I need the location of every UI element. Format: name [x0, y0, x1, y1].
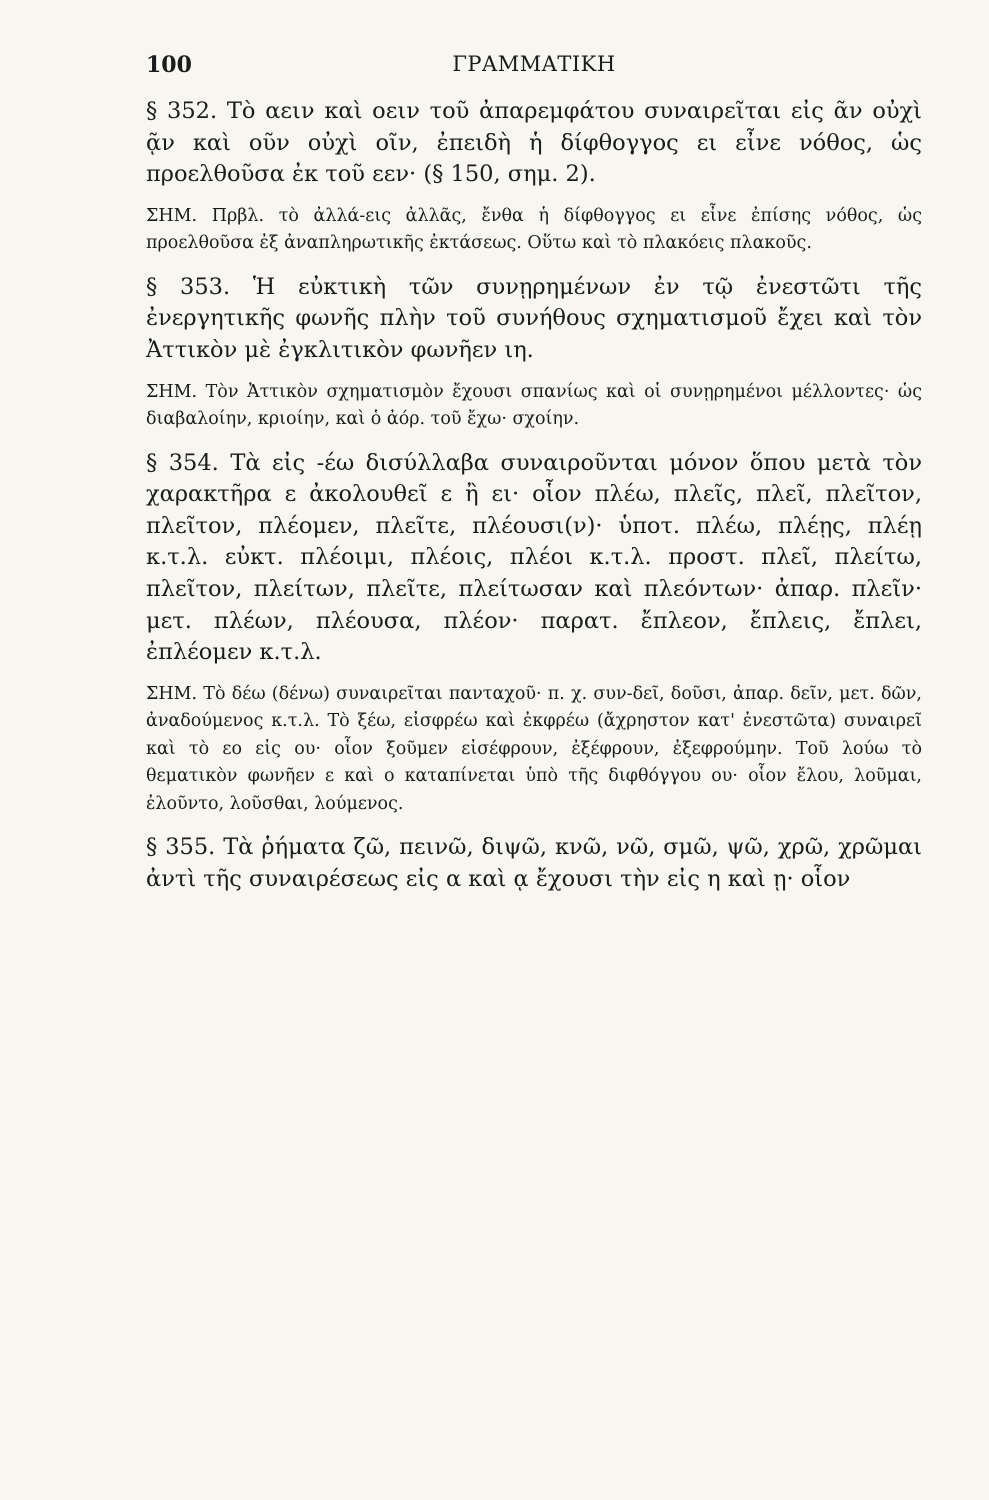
page-header	[146, 52, 922, 86]
note-352: ΣΗΜ. Πρβλ. τὸ ἀλλά-εις ἀλλᾶς, ἔνθα ἡ δίφθογγος ει εἶνε ἐπίσης νόθος, ὡς προελθοῦσα ἐξ ἀναπληρωτικῆς ἐκτάσεως. Οὕτω καὶ τὸ πλακόεις πλακοῦς.	[146, 205, 922, 254]
running-title: ΓΡΑΜΜΑΤΙΚΗ	[452, 52, 616, 76]
section-354: § 354. Τὰ εἰς -έω δισύλλαβα συναιροῦνται μόνον ὅπου μετὰ τὸν χαρακτῆρα ε ἀκολουθεῖ ε ἢ ει· οἷον πλέω, πλεῖς, πλεῖ, πλεῖτον, πλεῖτον, πλέομεν, πλεῖτε, πλέουσι(ν)· ὑποτ. πλέω, πλέῃς, πλέῃ κ.τ.λ. εὐκτ. πλέοιμι, πλέοις, πλέοι κ.τ.λ. προστ. πλεῖ, πλείτω, πλεῖτον, πλείτων, πλεῖτε, πλείτωσαν καὶ πλεόντων· ἀπαρ. πλεῖν· μετ. πλέων, πλέουσα, πλέον· παρατ. ἔπλεον, ἔπλεις, ἔπλει, ἐπλέομεν κ.τ.λ.	[146, 449, 922, 666]
body-text	[146, 96, 922, 907]
note-353: ΣΗΜ. Τὸν Ἀττικὸν σχηματισμὸν ἔχουσι σπανίως καὶ οἱ συνῃρημένοι μέλλοντες· ὡς διαβαλοίην, κριοίην, καὶ ὁ ἀόρ. τοῦ ἔχω· σχοίην.	[146, 381, 922, 430]
section-355: § 355. Τὰ ῥήματα ζῶ, πεινῶ, διψῶ, κνῶ, νῶ, σμῶ, ψῶ, χρῶ, χρῶμαι ἀντὶ τῆς συναιρέσεως εἰς α καὶ ᾳ ἔχουσι τὴν εἰς η καὶ ῃ· οἷον	[146, 834, 922, 892]
page-number: 100	[146, 52, 192, 78]
section-353: § 353. Ἡ εὐκτικὴ τῶν συνῃρημένων ἐν τῷ ἐνεστῶτι τῆς ἐνεργητικῆς φωνῆς πλὴν τοῦ συνήθους σχηματισμοῦ ἔχει καὶ τὸν Ἀττικὸν μὲ ἐγκλιτικὸν φωνῆεν ιη.	[146, 273, 922, 363]
section-352: § 352. Τὸ αειν καὶ οειν τοῦ ἀπαρεμφάτου συναιρεῖται εἰς ᾶν οὐχὶ ᾷν καὶ οῦν οὐχὶ οῖν, ἐπειδὴ ἡ δίφθογγος ει εἶνε νόθος, ὡς προελθοῦσα ἐκ τοῦ εεν· (§ 150, σημ. 2).	[146, 98, 922, 188]
note-354: ΣΗΜ. Τὸ δέω (δένω) συναιρεῖται πανταχοῦ· π. χ. συν-δεῖ, δοῦσι, ἀπαρ. δεῖν, μετ. δῶν, ἀναδούμενος κ.τ.λ. Τὸ ξέω, εἰσφρέω καὶ ἐκφρέω (ἄχρηστον κατ' ἐνεστῶτα) συναιρεῖ καὶ τὸ εο εἰς ου· οἷον ξοῦμεν εἰσέφρουν, ἐξέφρουν, ἐξεφρούμην. Τοῦ λούω τὸ θεματικὸν φωνῆεν ε καὶ ο καταπίνεται ὑπὸ τῆς διφθόγγου ου· οἷον ἔλου, λοῦμαι, ἐλοῦντο, λοῦσθαι, λούμενος.	[146, 683, 922, 814]
